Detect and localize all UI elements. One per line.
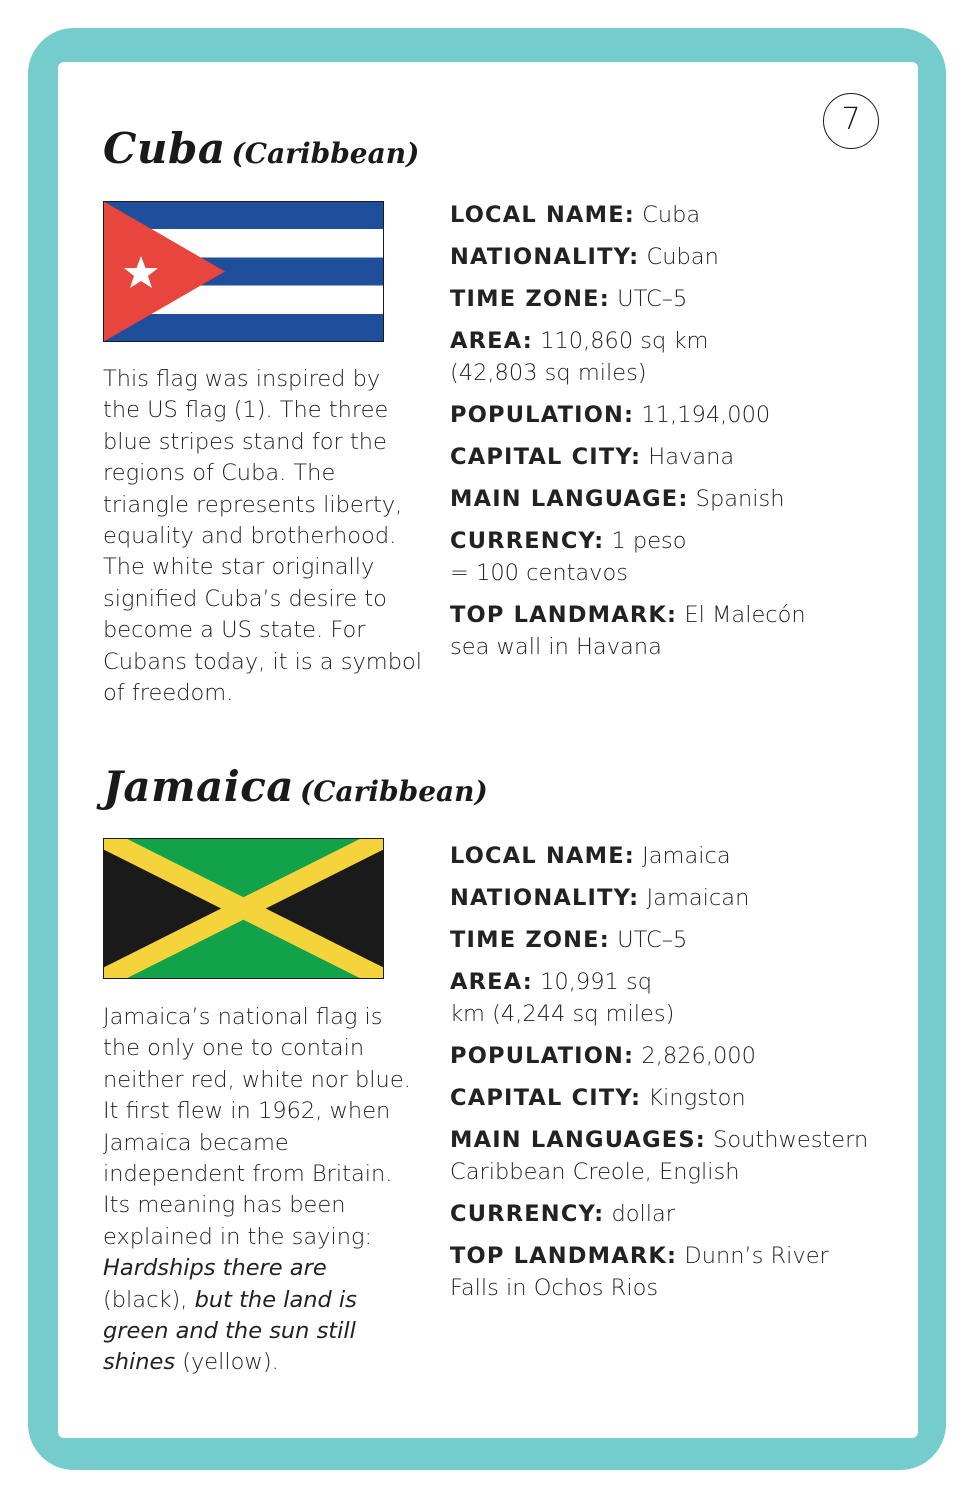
country-region: (Caribbean) bbox=[231, 137, 420, 170]
flag-description bbox=[103, 364, 423, 709]
fact-local-name: LOCAL NAME: Cuba bbox=[450, 202, 701, 228]
description-text: This flag was inspired by the US flag (1). The three blue stripes stand for the regions of Cuba. The triangle represents liberty, equality and brotherhood. The white star originally signified Cuba’s desire to become a US state. For Cubans today, it is a symbol of freedom. bbox=[103, 366, 422, 707]
description-text: (yellow). bbox=[175, 1349, 279, 1376]
description-italic: but the land is green and the sun still shines bbox=[103, 1286, 357, 1376]
country-section-cuba bbox=[103, 124, 883, 724]
cuba-flag-icon bbox=[103, 201, 384, 342]
country-title bbox=[103, 124, 419, 173]
fact-nationality: NATIONALITY: Jamaican bbox=[450, 885, 750, 911]
fact-top-landmark: TOP LANDMARK: Dunn’s River Falls in Ochos Rios bbox=[450, 1243, 829, 1301]
fact-top-landmark: TOP LANDMARK: El Malecón sea wall in Havana bbox=[450, 602, 806, 660]
fact-capital-city: CAPITAL CITY: Havana bbox=[450, 444, 735, 470]
fact-main-language: MAIN LANGUAGE: Spanish bbox=[450, 486, 785, 512]
country-name: Jamaica bbox=[103, 762, 294, 811]
fact-list bbox=[450, 199, 890, 673]
country-title bbox=[103, 762, 488, 811]
fact-population: POPULATION: 11,194,000 bbox=[450, 402, 771, 428]
country-name: Cuba bbox=[103, 124, 226, 173]
country-region: (Caribbean) bbox=[299, 775, 488, 808]
fact-population: POPULATION: 2,826,000 bbox=[450, 1043, 756, 1069]
description-text: Jamaica’s national flag is the only one to contain neither red, white nor blue. It first flew in 1962, when Jamaica became independent from Britain. Its meaning has been explained in the saying: bbox=[103, 1004, 411, 1250]
flag-description bbox=[103, 1002, 413, 1379]
fact-area: AREA: 10,991 sq km (4,244 sq miles) bbox=[450, 969, 675, 1027]
page-number-badge: 7 bbox=[823, 93, 879, 149]
fact-time-zone: TIME ZONE: UTC–5 bbox=[450, 286, 688, 312]
description-italic: Hardships there are bbox=[103, 1255, 327, 1282]
fact-list bbox=[450, 840, 890, 1314]
fact-capital-city: CAPITAL CITY: Kingston bbox=[450, 1085, 746, 1111]
fact-time-zone: TIME ZONE: UTC–5 bbox=[450, 927, 688, 953]
fact-currency: CURRENCY: dollar bbox=[450, 1201, 676, 1227]
fact-main-languages: MAIN LANGUAGES: Southwestern Caribbean Creole, English bbox=[450, 1127, 869, 1185]
country-section-jamaica bbox=[103, 762, 883, 1382]
fact-currency: CURRENCY: 1 peso = 100 centavos bbox=[450, 528, 687, 586]
description-text: (black), bbox=[103, 1286, 195, 1313]
fact-area: AREA: 110,860 sq km (42,803 sq miles) bbox=[450, 328, 709, 386]
fact-nationality: NATIONALITY: Cuban bbox=[450, 244, 719, 270]
fact-local-name: LOCAL NAME: Jamaica bbox=[450, 843, 731, 869]
jamaica-flag-icon bbox=[103, 838, 384, 979]
